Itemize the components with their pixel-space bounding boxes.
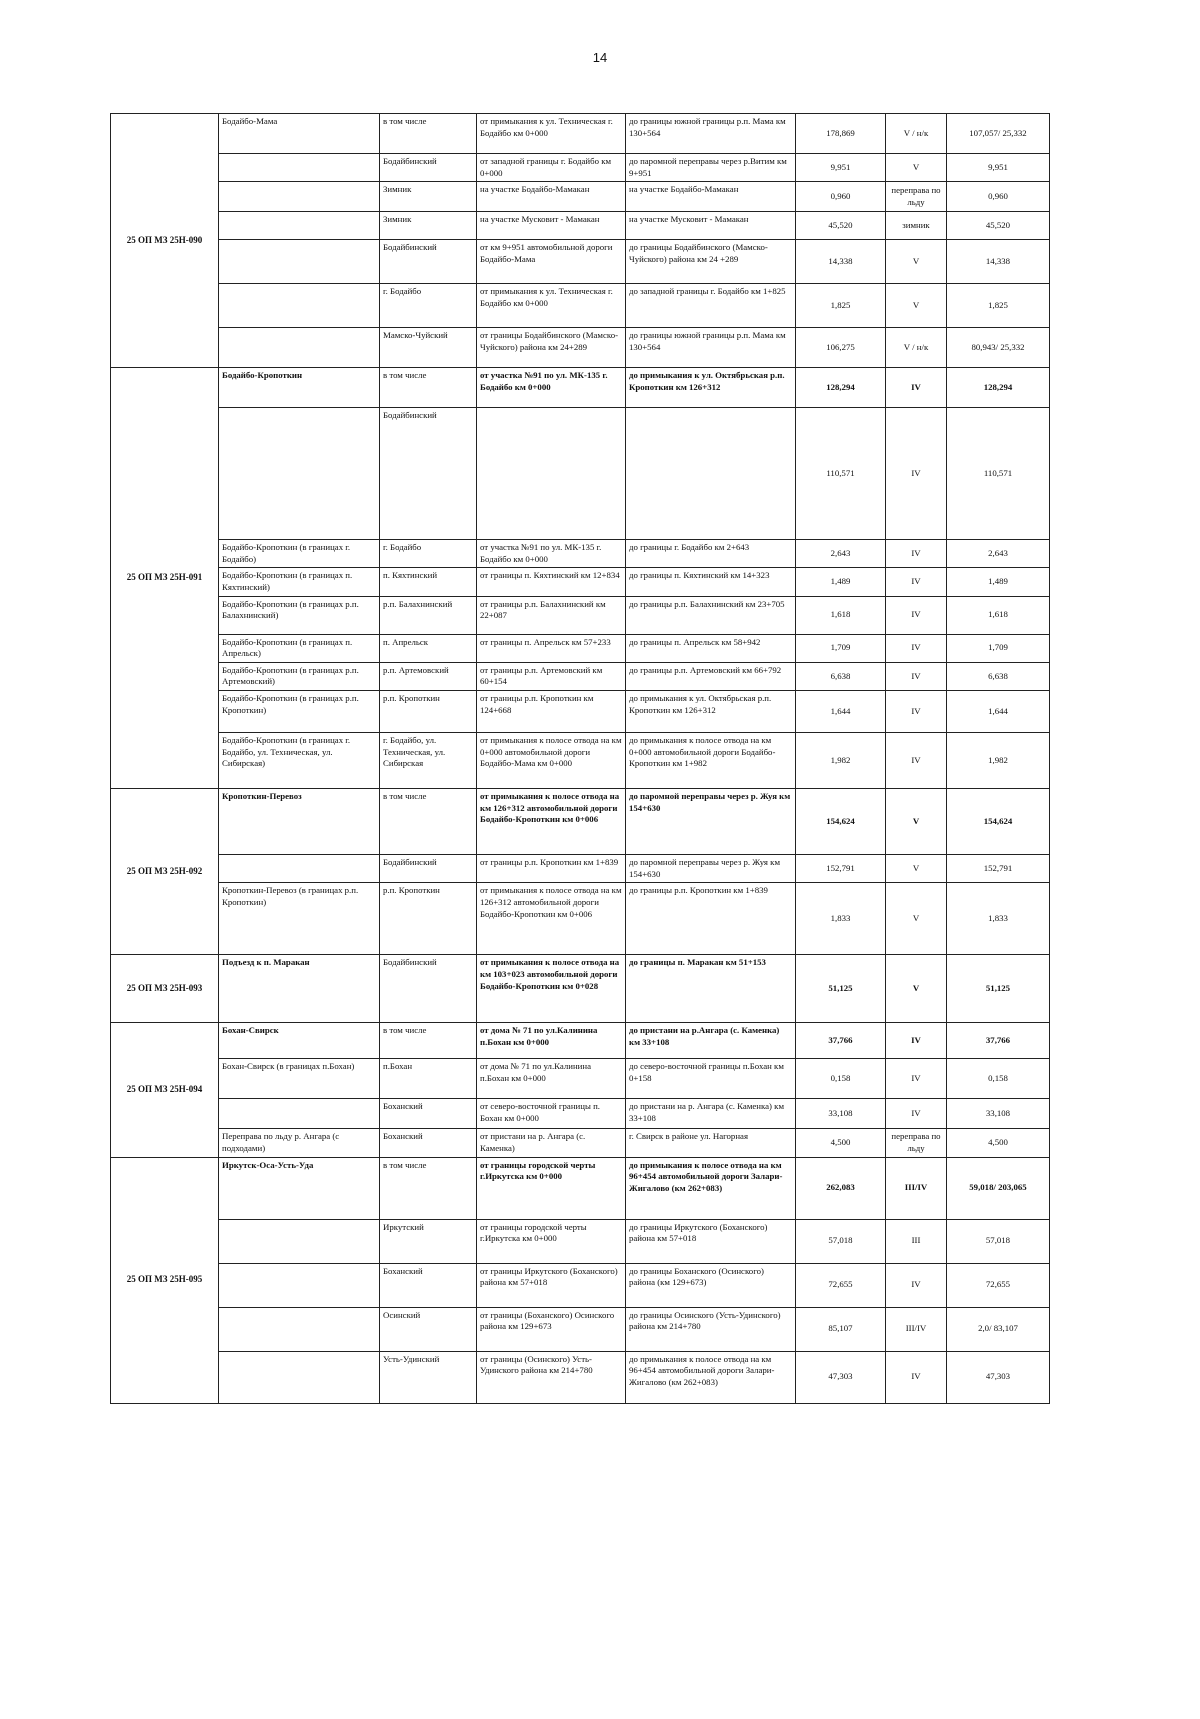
length-cell: 1,644 bbox=[796, 691, 886, 733]
total-length-cell: 1,825 bbox=[947, 284, 1050, 328]
start-point-cell: от дома № 71 по ул.Калинина п.Бохан км 0+000 bbox=[477, 1059, 626, 1099]
total-length-cell: 14,338 bbox=[947, 240, 1050, 284]
category-cell: IV bbox=[886, 540, 947, 568]
category-cell: V bbox=[886, 284, 947, 328]
district-cell: г. Бодайбо bbox=[380, 284, 477, 328]
end-point-cell: на участке Бодайбо-Мамакан bbox=[626, 182, 796, 212]
length-cell: 178,869 bbox=[796, 114, 886, 154]
category-cell: V bbox=[886, 240, 947, 284]
end-point-cell: г. Свирск в районе ул. Нагорная bbox=[626, 1129, 796, 1157]
start-point-cell: от границы п. Кяхтинский км 12+834 bbox=[477, 568, 626, 596]
category-cell: IV bbox=[886, 1023, 947, 1059]
length-cell: 110,571 bbox=[796, 408, 886, 540]
length-cell: 152,791 bbox=[796, 855, 886, 883]
table-row bbox=[111, 114, 1050, 154]
start-point-cell: от границы р.п. Балахнинский км 22+087 bbox=[477, 596, 626, 634]
length-cell: 2,643 bbox=[796, 540, 886, 568]
length-cell: 9,951 bbox=[796, 154, 886, 182]
total-length-cell: 51,125 bbox=[947, 955, 1050, 1023]
start-point-cell: от северо-восточной границы п. Бохан км 0+000 bbox=[477, 1099, 626, 1129]
start-point-cell: от западной границы г. Бодайбо км 0+000 bbox=[477, 154, 626, 182]
total-length-cell: 1,618 bbox=[947, 596, 1050, 634]
end-point-cell: до паромной переправы через р. Жуя км 154+630 bbox=[626, 789, 796, 855]
road-name-cell bbox=[219, 1219, 380, 1263]
total-length-cell: 6,638 bbox=[947, 662, 1050, 690]
start-point-cell: на участке Мусковит - Мамакан bbox=[477, 212, 626, 240]
length-cell: 1,489 bbox=[796, 568, 886, 596]
total-length-cell: 152,791 bbox=[947, 855, 1050, 883]
category-cell: III bbox=[886, 1219, 947, 1263]
district-cell: в том числе bbox=[380, 114, 477, 154]
total-length-cell: 2,0/ 83,107 bbox=[947, 1307, 1050, 1351]
total-length-cell: 2,643 bbox=[947, 540, 1050, 568]
start-point-cell: от участка №91 по ул. МК-135 г. Бодайбо км 0+000 bbox=[477, 540, 626, 568]
start-point-cell: от участка №91 по ул. МК-135 г. Бодайбо км 0+000 bbox=[477, 368, 626, 408]
road-name-cell: Бодайбо-Кропоткин (в границах п. Апрельск) bbox=[219, 634, 380, 662]
district-cell: п. Кяхтинский bbox=[380, 568, 477, 596]
district-cell: п.Бохан bbox=[380, 1059, 477, 1099]
start-point-cell: от пристани на р. Ангара (с. Каменка) bbox=[477, 1129, 626, 1157]
length-cell: 14,338 bbox=[796, 240, 886, 284]
start-point-cell: от границы (Осинского) Усть-Удинского района км 214+780 bbox=[477, 1351, 626, 1403]
start-point-cell: от примыкания к полосе отвода на км 126+312 автомобильной дороги Бодайбо-Кропоткин км 0+006 bbox=[477, 789, 626, 855]
end-point-cell: до пристани на р. Ангара (с. Каменка) км 33+108 bbox=[626, 1099, 796, 1129]
length-cell: 1,982 bbox=[796, 733, 886, 789]
end-point-cell: до примыкания к полосе отвода на км 96+454 автомобильной дороги Залари-Жигалово (км 262+083) bbox=[626, 1157, 796, 1219]
length-cell: 51,125 bbox=[796, 955, 886, 1023]
end-point-cell: до примыкания к ул. Октябрьская р.п. Кропоткин км 126+312 bbox=[626, 691, 796, 733]
total-length-cell: 0,960 bbox=[947, 182, 1050, 212]
district-cell: в том числе bbox=[380, 368, 477, 408]
length-cell: 1,833 bbox=[796, 883, 886, 955]
category-cell: III/IV bbox=[886, 1307, 947, 1351]
end-point-cell: на участке Мусковит - Мамакан bbox=[626, 212, 796, 240]
road-code-cell: 25 ОП МЗ 25Н-092 bbox=[111, 789, 219, 955]
end-point-cell: до границы Иркутского (Боханского) района км 57+018 bbox=[626, 1219, 796, 1263]
district-cell: Зимник bbox=[380, 212, 477, 240]
length-cell: 33,108 bbox=[796, 1099, 886, 1129]
district-cell: р.п. Балахнинский bbox=[380, 596, 477, 634]
total-length-cell: 9,951 bbox=[947, 154, 1050, 182]
road-name-cell: Бодайбо-Кропоткин bbox=[219, 368, 380, 408]
category-cell: IV bbox=[886, 1351, 947, 1403]
end-point-cell: до границы Боханского (Осинского) района (км 129+673) bbox=[626, 1263, 796, 1307]
table-row bbox=[111, 596, 1050, 634]
district-cell: р.п. Артемовский bbox=[380, 662, 477, 690]
table-row bbox=[111, 955, 1050, 1023]
table-row bbox=[111, 855, 1050, 883]
start-point-cell: от границы Бодайбинского (Мамско-Чуйского) района км 24+289 bbox=[477, 328, 626, 368]
table-row bbox=[111, 212, 1050, 240]
district-cell: Иркутский bbox=[380, 1219, 477, 1263]
district-cell: г. Бодайбо bbox=[380, 540, 477, 568]
district-cell: Мамско-Чуйский bbox=[380, 328, 477, 368]
category-cell: IV bbox=[886, 733, 947, 789]
total-length-cell: 1,833 bbox=[947, 883, 1050, 955]
road-name-cell: Бодайбо-Кропоткин (в границах г. Бодайбо, ул. Техническая, ул. Сибирская) bbox=[219, 733, 380, 789]
table-row bbox=[111, 634, 1050, 662]
end-point-cell: до примыкания к полосе отвода на км 0+000 автомобильной дороги Бодайбо-Кропоткин км 1+982 bbox=[626, 733, 796, 789]
end-point-cell: до примыкания к полосе отвода на км 96+454 автомобильной дороги Залари-Жигалово (км 262+083) bbox=[626, 1351, 796, 1403]
length-cell: 1,825 bbox=[796, 284, 886, 328]
start-point-cell: от примыкания к полосе отвода на км 126+312 автомобильной дороги Бодайбо-Кропоткин км 0+006 bbox=[477, 883, 626, 955]
road-name-cell bbox=[219, 240, 380, 284]
road-name-cell: Бодайбо-Мама bbox=[219, 114, 380, 154]
category-cell: IV bbox=[886, 691, 947, 733]
district-cell: в том числе bbox=[380, 1023, 477, 1059]
category-cell: IV bbox=[886, 1263, 947, 1307]
total-length-cell: 1,644 bbox=[947, 691, 1050, 733]
road-name-cell bbox=[219, 408, 380, 540]
start-point-cell: от примыкания к полосе отвода на км 0+000 автомобильной дороги Бодайбо-Мама км 0+000 bbox=[477, 733, 626, 789]
road-name-cell: Кропоткин-Перевоз (в границах р.п. Кропоткин) bbox=[219, 883, 380, 955]
total-length-cell: 128,294 bbox=[947, 368, 1050, 408]
district-cell: г. Бодайбо, ул. Техническая, ул. Сибирская bbox=[380, 733, 477, 789]
total-length-cell: 110,571 bbox=[947, 408, 1050, 540]
length-cell: 0,960 bbox=[796, 182, 886, 212]
end-point-cell: до пристани на р.Ангара (с. Каменка) км 33+108 bbox=[626, 1023, 796, 1059]
table-row bbox=[111, 1219, 1050, 1263]
table-row bbox=[111, 568, 1050, 596]
district-cell: Бодайбинский bbox=[380, 240, 477, 284]
category-cell: V / н/к bbox=[886, 328, 947, 368]
road-name-cell: Бохан-Свирск bbox=[219, 1023, 380, 1059]
table-row bbox=[111, 662, 1050, 690]
start-point-cell: на участке Бодайбо-Мамакан bbox=[477, 182, 626, 212]
length-cell: 72,655 bbox=[796, 1263, 886, 1307]
length-cell: 4,500 bbox=[796, 1129, 886, 1157]
road-code-cell: 25 ОП МЗ 25Н-095 bbox=[111, 1157, 219, 1403]
district-cell: Усть-Удинский bbox=[380, 1351, 477, 1403]
end-point-cell: до границы южной границы р.п. Мама км 130+564 bbox=[626, 114, 796, 154]
road-name-cell bbox=[219, 1351, 380, 1403]
start-point-cell: от границы р.п. Кропоткин км 124+668 bbox=[477, 691, 626, 733]
page-number: 14 bbox=[592, 50, 608, 65]
district-cell: Бодайбинский bbox=[380, 408, 477, 540]
category-cell: IV bbox=[886, 634, 947, 662]
roads-table-body bbox=[111, 114, 1050, 1404]
length-cell: 0,158 bbox=[796, 1059, 886, 1099]
district-cell: в том числе bbox=[380, 789, 477, 855]
category-cell: IV bbox=[886, 1059, 947, 1099]
category-cell: V bbox=[886, 883, 947, 955]
category-cell: переправа по льду bbox=[886, 182, 947, 212]
category-cell: IV bbox=[886, 568, 947, 596]
table-row bbox=[111, 789, 1050, 855]
table-row bbox=[111, 1351, 1050, 1403]
table-row bbox=[111, 154, 1050, 182]
start-point-cell: от дома № 71 по ул.Калинина п.Бохан км 0+000 bbox=[477, 1023, 626, 1059]
table-row bbox=[111, 408, 1050, 540]
start-point-cell: от примыкания к ул. Техническая г. Бодайбо км 0+000 bbox=[477, 284, 626, 328]
length-cell: 128,294 bbox=[796, 368, 886, 408]
total-length-cell: 1,982 bbox=[947, 733, 1050, 789]
total-length-cell: 37,766 bbox=[947, 1023, 1050, 1059]
category-cell: IV bbox=[886, 1099, 947, 1129]
table-row bbox=[111, 733, 1050, 789]
end-point-cell: до границы п. Апрельск км 58+942 bbox=[626, 634, 796, 662]
end-point-cell: до границы г. Бодайбо км 2+643 bbox=[626, 540, 796, 568]
road-name-cell bbox=[219, 1263, 380, 1307]
table-row bbox=[111, 284, 1050, 328]
category-cell: переправа по льду bbox=[886, 1129, 947, 1157]
start-point-cell: от примыкания к ул. Техническая г. Бодайбо км 0+000 bbox=[477, 114, 626, 154]
length-cell: 6,638 bbox=[796, 662, 886, 690]
total-length-cell: 59,018/ 203,065 bbox=[947, 1157, 1050, 1219]
district-cell: Осинский bbox=[380, 1307, 477, 1351]
district-cell: Боханский bbox=[380, 1099, 477, 1129]
table-row bbox=[111, 328, 1050, 368]
table-row bbox=[111, 691, 1050, 733]
road-name-cell: Бодайбо-Кропоткин (в границах р.п. Балахнинский) bbox=[219, 596, 380, 634]
road-name-cell: Бодайбо-Кропоткин (в границах г. Бодайбо) bbox=[219, 540, 380, 568]
district-cell: Зимник bbox=[380, 182, 477, 212]
district-cell: Бодайбинский bbox=[380, 955, 477, 1023]
category-cell: IV bbox=[886, 662, 947, 690]
category-cell: IV bbox=[886, 368, 947, 408]
district-cell: Бодайбинский bbox=[380, 855, 477, 883]
road-name-cell bbox=[219, 182, 380, 212]
end-point-cell: до границы р.п. Артемовский км 66+792 bbox=[626, 662, 796, 690]
table-row bbox=[111, 368, 1050, 408]
length-cell: 262,083 bbox=[796, 1157, 886, 1219]
length-cell: 57,018 bbox=[796, 1219, 886, 1263]
start-point-cell bbox=[477, 408, 626, 540]
category-cell: V bbox=[886, 855, 947, 883]
table-row bbox=[111, 182, 1050, 212]
road-name-cell: Кропоткин-Перевоз bbox=[219, 789, 380, 855]
length-cell: 1,618 bbox=[796, 596, 886, 634]
end-point-cell: до границы Бодайбинского (Мамско-Чуйского) района км 24 +289 bbox=[626, 240, 796, 284]
end-point-cell: до границы южной границы р.п. Мама км 130+564 bbox=[626, 328, 796, 368]
table-row bbox=[111, 1059, 1050, 1099]
start-point-cell: от границы Иркутского (Боханского) района км 57+018 bbox=[477, 1263, 626, 1307]
length-cell: 47,303 bbox=[796, 1351, 886, 1403]
length-cell: 37,766 bbox=[796, 1023, 886, 1059]
start-point-cell: от границы р.п. Артемовский км 60+154 bbox=[477, 662, 626, 690]
total-length-cell: 47,303 bbox=[947, 1351, 1050, 1403]
district-cell: Бодайбинский bbox=[380, 154, 477, 182]
start-point-cell: от границы городской черты г.Иркутска км 0+000 bbox=[477, 1157, 626, 1219]
table-row bbox=[111, 1157, 1050, 1219]
length-cell: 106,275 bbox=[796, 328, 886, 368]
road-name-cell bbox=[219, 1099, 380, 1129]
start-point-cell: от границы (Боханского) Осинского района км 129+673 bbox=[477, 1307, 626, 1351]
total-length-cell: 57,018 bbox=[947, 1219, 1050, 1263]
category-cell: V bbox=[886, 955, 947, 1023]
end-point-cell: до границы п. Кяхтинский км 14+323 bbox=[626, 568, 796, 596]
total-length-cell: 154,624 bbox=[947, 789, 1050, 855]
table-row bbox=[111, 240, 1050, 284]
road-code-cell: 25 ОП МЗ 25Н-090 bbox=[111, 114, 219, 368]
road-name-cell bbox=[219, 212, 380, 240]
total-length-cell: 0,158 bbox=[947, 1059, 1050, 1099]
total-length-cell: 80,943/ 25,332 bbox=[947, 328, 1050, 368]
end-point-cell: до северо-восточной границы п.Бохан км 0+158 bbox=[626, 1059, 796, 1099]
table-row bbox=[111, 1099, 1050, 1129]
end-point-cell: до границы Осинского (Усть-Удинского) района км 214+780 bbox=[626, 1307, 796, 1351]
road-name-cell bbox=[219, 1307, 380, 1351]
road-name-cell: Бодайбо-Кропоткин (в границах п. Кяхтинский) bbox=[219, 568, 380, 596]
roads-table bbox=[110, 113, 1050, 1404]
total-length-cell: 107,057/ 25,332 bbox=[947, 114, 1050, 154]
road-name-cell: Подъезд к п. Маракан bbox=[219, 955, 380, 1023]
table-row bbox=[111, 1129, 1050, 1157]
road-code-cell: 25 ОП МЗ 25Н-091 bbox=[111, 368, 219, 789]
end-point-cell: до границы п. Маракан км 51+153 bbox=[626, 955, 796, 1023]
category-cell: IV bbox=[886, 408, 947, 540]
road-name-cell bbox=[219, 328, 380, 368]
total-length-cell: 4,500 bbox=[947, 1129, 1050, 1157]
road-name-cell: Бодайбо-Кропоткин (в границах р.п. Артемовский) bbox=[219, 662, 380, 690]
road-code-cell: 25 ОП МЗ 25Н-094 bbox=[111, 1023, 219, 1157]
table-row bbox=[111, 540, 1050, 568]
end-point-cell: до границы р.п. Кропоткин км 1+839 bbox=[626, 883, 796, 955]
district-cell: р.п. Кропоткин bbox=[380, 883, 477, 955]
category-cell: III/IV bbox=[886, 1157, 947, 1219]
table-row bbox=[111, 883, 1050, 955]
total-length-cell: 45,520 bbox=[947, 212, 1050, 240]
road-name-cell: Иркутск-Оса-Усть-Уда bbox=[219, 1157, 380, 1219]
length-cell: 1,709 bbox=[796, 634, 886, 662]
end-point-cell: до границы р.п. Балахнинский км 23+705 bbox=[626, 596, 796, 634]
end-point-cell: до паромной переправы через р. Жуя км 154+630 bbox=[626, 855, 796, 883]
category-cell: V bbox=[886, 789, 947, 855]
district-cell: в том числе bbox=[380, 1157, 477, 1219]
total-length-cell: 33,108 bbox=[947, 1099, 1050, 1129]
length-cell: 45,520 bbox=[796, 212, 886, 240]
start-point-cell: от границы п. Апрельск км 57+233 bbox=[477, 634, 626, 662]
road-name-cell: Бодайбо-Кропоткин (в границах р.п. Кропоткин) bbox=[219, 691, 380, 733]
table-row bbox=[111, 1307, 1050, 1351]
total-length-cell: 72,655 bbox=[947, 1263, 1050, 1307]
start-point-cell: от границы городской черты г.Иркутска км 0+000 bbox=[477, 1219, 626, 1263]
start-point-cell: от примыкания к полосе отвода на км 103+023 автомобильной дороги Бодайбо-Кропоткин км 0+028 bbox=[477, 955, 626, 1023]
end-point-cell: до западной границы г. Бодайбо км 1+825 bbox=[626, 284, 796, 328]
district-cell: Боханский bbox=[380, 1129, 477, 1157]
start-point-cell: от границы р.п. Кропоткин км 1+839 bbox=[477, 855, 626, 883]
total-length-cell: 1,709 bbox=[947, 634, 1050, 662]
road-name-cell: Переправа по льду р. Ангара (с подходами) bbox=[219, 1129, 380, 1157]
end-point-cell: до примыкания к ул. Октябрьская р.п. Кропоткин км 126+312 bbox=[626, 368, 796, 408]
category-cell: IV bbox=[886, 596, 947, 634]
total-length-cell: 1,489 bbox=[947, 568, 1050, 596]
category-cell: зимник bbox=[886, 212, 947, 240]
road-code-cell: 25 ОП МЗ 25Н-093 bbox=[111, 955, 219, 1023]
end-point-cell bbox=[626, 408, 796, 540]
road-name-cell bbox=[219, 855, 380, 883]
start-point-cell: от км 9+951 автомобильной дороги Бодайбо-Мама bbox=[477, 240, 626, 284]
district-cell: п. Апрельск bbox=[380, 634, 477, 662]
table-row bbox=[111, 1023, 1050, 1059]
end-point-cell: до паромной переправы через р.Витим км 9+951 bbox=[626, 154, 796, 182]
table-row bbox=[111, 1263, 1050, 1307]
district-cell: р.п. Кропоткин bbox=[380, 691, 477, 733]
length-cell: 85,107 bbox=[796, 1307, 886, 1351]
district-cell: Боханский bbox=[380, 1263, 477, 1307]
length-cell: 154,624 bbox=[796, 789, 886, 855]
road-name-cell bbox=[219, 154, 380, 182]
category-cell: V / н/к bbox=[886, 114, 947, 154]
category-cell: V bbox=[886, 154, 947, 182]
road-name-cell bbox=[219, 284, 380, 328]
road-name-cell: Бохан-Свирск (в границах п.Бохан) bbox=[219, 1059, 380, 1099]
